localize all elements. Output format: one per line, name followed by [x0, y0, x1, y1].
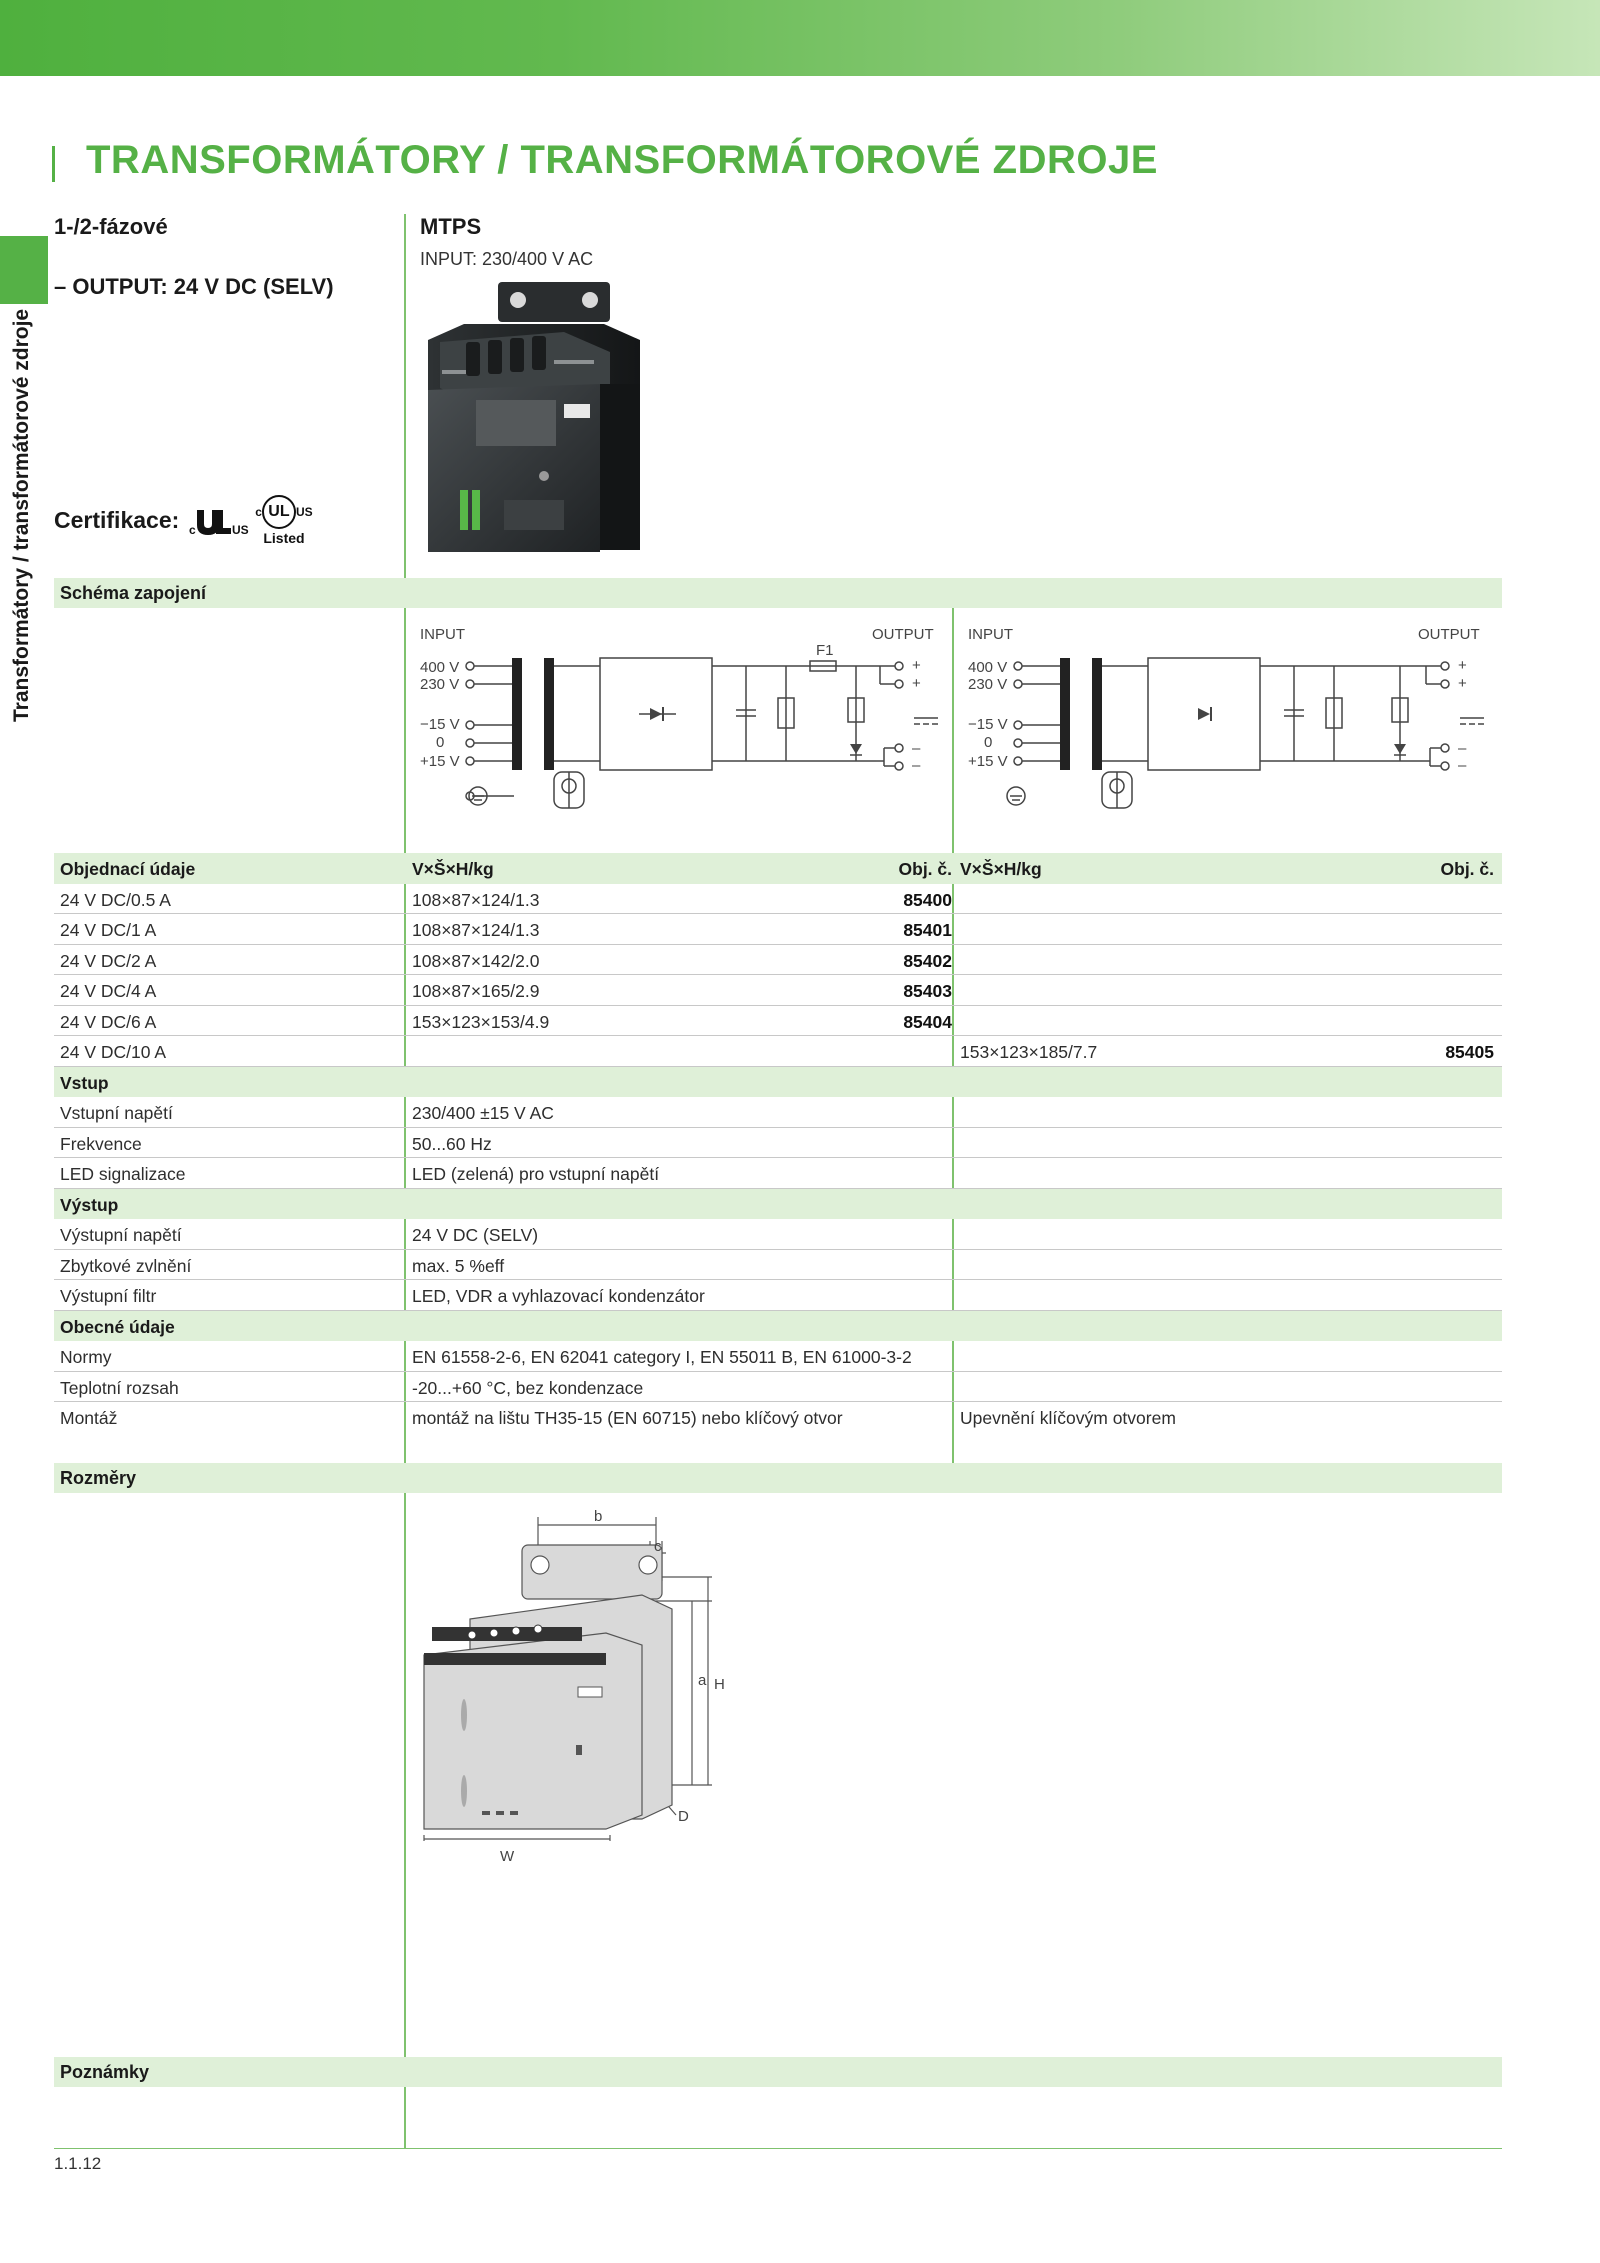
band-dimensions-label: Rozměry	[60, 1468, 137, 1488]
table-row	[54, 1372, 1502, 1403]
top-header-bar	[0, 0, 1600, 76]
schem-minus-2-r: –	[1458, 757, 1467, 774]
table-row	[54, 975, 1502, 1006]
ul-recognized-icon	[187, 504, 249, 538]
header-ordno: Obj. č.	[898, 859, 952, 879]
table-row	[54, 1341, 1502, 1372]
order-label: 24 V DC/4 A	[60, 981, 157, 1001]
side-section-tab	[0, 236, 48, 304]
schem-plus-1-r: +	[1458, 657, 1467, 674]
order-label: 24 V DC/0.5 A	[60, 889, 171, 910]
power-supply-device-photo	[414, 280, 644, 565]
dim-b: b	[594, 1508, 603, 1525]
dim-a: a	[698, 1672, 707, 1689]
schem-input-label-r: INPUT	[968, 626, 1013, 643]
header-dims: V×Š×H/kg	[412, 859, 494, 879]
spec-label: LED signalizace	[60, 1164, 186, 1184]
schem-plus-1: +	[912, 657, 921, 674]
order-dims: 153×123×153/4.9	[412, 1011, 550, 1032]
dim-D: D	[678, 1808, 689, 1825]
band-schema	[54, 578, 1502, 608]
schem-v0-r: 0	[984, 734, 993, 751]
schem-v230: 230 V	[420, 676, 460, 693]
spec-value: montáž na lištu TH35-15 (EN 60715) nebo klíčový otvor	[412, 1408, 843, 1428]
section-label: Výstup	[60, 1194, 119, 1215]
schem-minus-1-r: –	[1458, 740, 1467, 757]
section-label: Vstup	[60, 1072, 109, 1093]
table-row	[54, 1158, 1502, 1189]
table-row	[54, 1219, 1502, 1250]
ul-listed-text: Listed	[263, 530, 305, 546]
title-accent-mark	[52, 146, 55, 182]
band-notes-label: Poznámky	[60, 2062, 150, 2082]
schem-plus-2: +	[912, 675, 921, 692]
schem-input-label: INPUT	[420, 626, 465, 643]
header-ordno-2: Obj. č.	[1440, 859, 1494, 879]
header-label: Objednací údaje	[60, 859, 196, 879]
cert-label: Certifikace:	[54, 507, 180, 533]
section-label: Obecné údaje	[60, 1316, 175, 1337]
spec-value: LED, VDR a vyhlazovací kondenzátor	[412, 1286, 705, 1306]
schem-v230-r: 230 V	[968, 676, 1008, 693]
spec-value: -20...+60 °C, bez kondenzace	[412, 1377, 644, 1398]
ul-listed-c: c	[255, 505, 262, 519]
table-row	[54, 1128, 1502, 1159]
table-row	[54, 1006, 1502, 1037]
spec-label: Výstupní napětí	[60, 1225, 182, 1245]
schem-minus-2: –	[912, 757, 921, 774]
order-label: 24 V DC/6 A	[60, 1011, 157, 1032]
schem-output-label: OUTPUT	[872, 626, 934, 643]
ul-circle: UL	[262, 495, 296, 529]
spec-label: Vstupní napětí	[60, 1103, 173, 1123]
certification	[54, 495, 313, 546]
schem-vplus15-r: +15 V	[968, 753, 1008, 770]
dim-H: H	[714, 1676, 725, 1693]
table-row-mount	[54, 1402, 1502, 1433]
spec-label: Zbytkové zvlnění	[60, 1255, 192, 1276]
spec-label: Výstupní filtr	[60, 1286, 157, 1306]
band-schema-label: Schéma zapojení	[60, 583, 207, 603]
order-number: 85400	[903, 889, 952, 910]
ul-listed-icon	[255, 495, 312, 546]
schem-plus-2-r: +	[1458, 675, 1467, 692]
side-section-label: Transformátory / transformátorové zdroje	[10, 308, 33, 722]
band-notes	[54, 2057, 1502, 2087]
spec-label: Teplotní rozsah	[60, 1377, 179, 1398]
order-label: 24 V DC/1 A	[60, 920, 157, 940]
spec-label: Frekvence	[60, 1133, 142, 1154]
order-number-2: 85405	[1445, 1042, 1494, 1062]
section-row-output	[54, 1189, 1502, 1220]
band-dimensions	[54, 1463, 1502, 1493]
order-number: 85404	[903, 1011, 952, 1032]
ul-listed-us: US	[295, 505, 313, 519]
table-row	[54, 1280, 1502, 1311]
section-row-general	[54, 1311, 1502, 1342]
spec-label: Normy	[60, 1347, 112, 1367]
spec-value: 50...60 Hz	[412, 1133, 492, 1154]
spec-value: max. 5 %eff	[412, 1255, 505, 1276]
schem-vminus15: −15 V	[420, 716, 460, 733]
table-row	[54, 1036, 1502, 1067]
schem-output-label-r: OUTPUT	[1418, 626, 1480, 643]
order-dims: 108×87×124/1.3	[412, 920, 540, 940]
schem-fuse-label: F1	[816, 642, 834, 659]
product-input: INPUT: 230/400 V AC	[420, 249, 594, 269]
ul-us-mark: US	[232, 522, 249, 537]
section-row-input	[54, 1067, 1502, 1098]
dimension-drawing	[410, 1505, 750, 1885]
order-label: 24 V DC/2 A	[60, 950, 157, 971]
schem-vplus15: +15 V	[420, 753, 460, 770]
order-dims: 108×87×142/2.0	[412, 950, 540, 971]
spec-value-2: Upevnění klíčovým otvorem	[960, 1408, 1176, 1428]
order-number: 85402	[903, 950, 952, 971]
spec-value: 230/400 ±15 V AC	[412, 1103, 554, 1123]
spec-value: 24 V DC (SELV)	[412, 1225, 539, 1245]
schem-v400-r: 400 V	[968, 659, 1008, 676]
product-name: MTPS	[420, 214, 482, 239]
page-number: 1.1.12	[54, 2154, 102, 2173]
table-row	[54, 1250, 1502, 1281]
ul-c-mark: c	[189, 522, 196, 537]
wiring-schematic-left	[414, 618, 944, 828]
schem-v400: 400 V	[420, 659, 460, 676]
schem-vminus15-r: −15 V	[968, 716, 1008, 733]
output-heading: – OUTPUT: 24 V DC (SELV)	[54, 274, 334, 299]
order-label: 24 V DC/10 A	[60, 1042, 167, 1062]
table-row	[54, 1097, 1502, 1128]
spec-label: Montáž	[60, 1408, 118, 1428]
order-number: 85401	[903, 920, 952, 940]
dim-W: W	[500, 1848, 515, 1865]
page-title: TRANSFORMÁTORY / TRANSFORMÁTOROVÉ ZDROJE	[86, 138, 1158, 182]
order-dims: 108×87×165/2.9	[412, 981, 540, 1001]
order-dims-2: 153×123×185/7.7	[960, 1042, 1098, 1062]
schem-v0: 0	[436, 734, 445, 751]
table-row	[54, 884, 1502, 915]
bottom-divider	[54, 2148, 1502, 2149]
header-dims-2: V×Š×H/kg	[960, 859, 1042, 879]
order-number: 85403	[903, 981, 952, 1001]
spec-value: EN 61558-2-6, EN 62041 category I, EN 55011 B, EN 61000-3-2	[412, 1347, 912, 1367]
wiring-schematic-right	[964, 618, 1494, 828]
dim-c: c	[654, 1538, 662, 1555]
table-row	[54, 914, 1502, 945]
schem-minus-1: –	[912, 740, 921, 757]
table-header-row	[54, 853, 1502, 884]
spec-value: LED (zelená) pro vstupní napětí	[412, 1164, 660, 1184]
specification-table	[54, 853, 1502, 1433]
table-row	[54, 945, 1502, 976]
order-dims: 108×87×124/1.3	[412, 889, 540, 910]
phase-heading: 1-/2-fázové	[54, 214, 168, 239]
